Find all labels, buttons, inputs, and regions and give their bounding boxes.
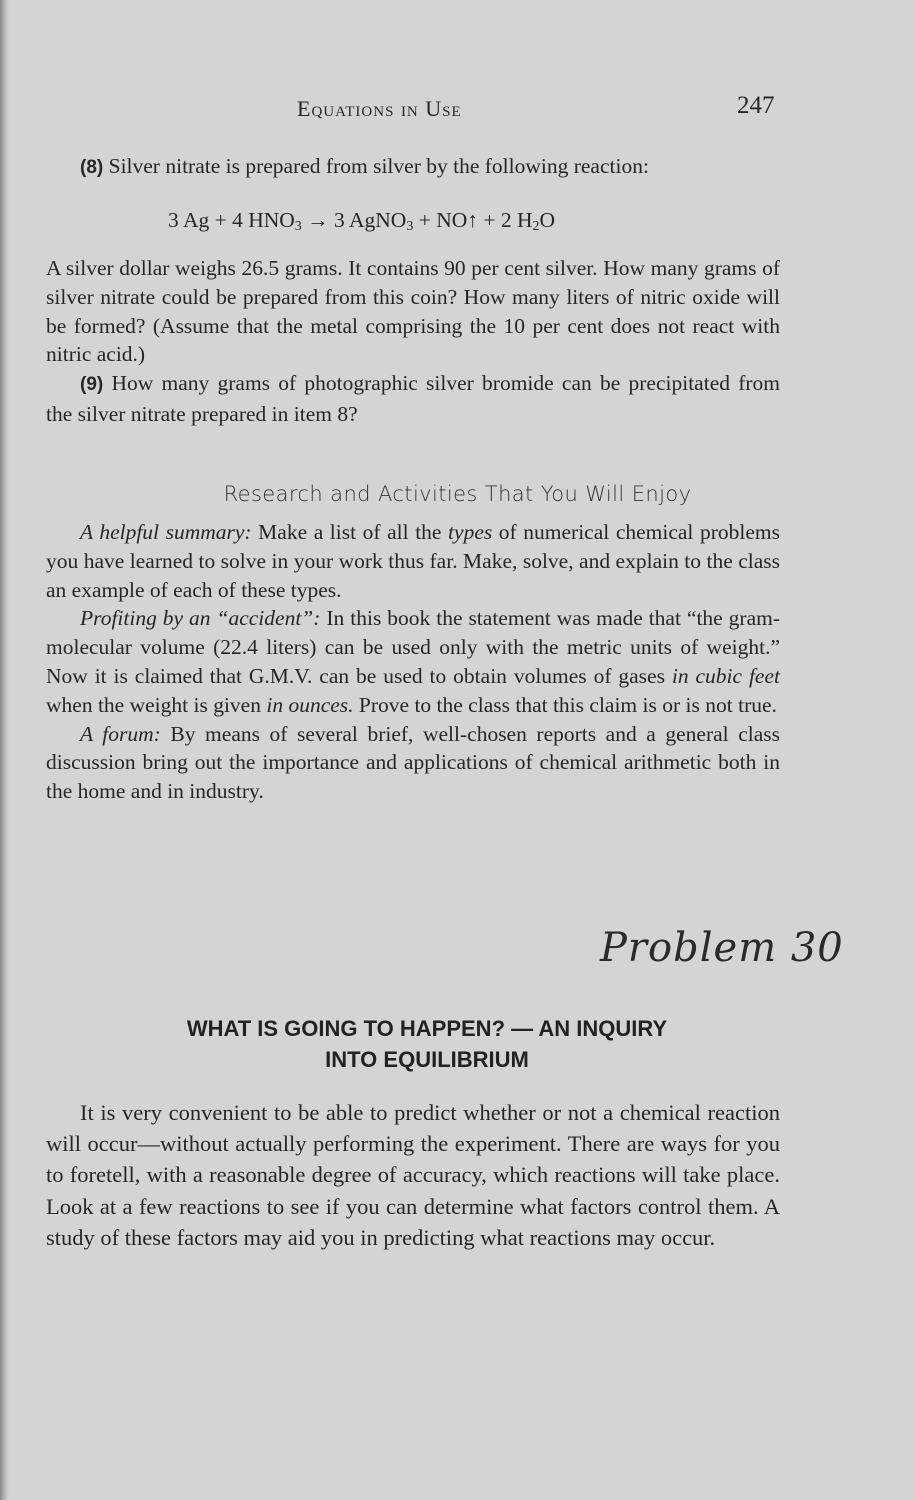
- page-binding-edge: [0, 0, 9, 1500]
- item-8-number: (8): [80, 157, 104, 178]
- page-header: [0, 92, 915, 132]
- item-8-body: [46, 254, 780, 429]
- forum-label: A forum:: [80, 721, 161, 746]
- page-number: 247: [737, 92, 775, 119]
- running-head: Equations in Use: [297, 96, 462, 121]
- item-9-text: How many grams of photographic silver bromide can be precipitated from the silver nitrate prepared in item 8?: [46, 371, 781, 426]
- accident-label: Profiting by an “accident”:: [80, 606, 321, 631]
- research-paragraph-summary: A helpful summary: Make a list of all the types of numerical chemical problems you have learned to solve in your work thus far. Make, solve, and explain to the class an example of each of these types.: [46, 520, 780, 602]
- chemical-equation: 3 Ag + 4 $HNO_3 \to 3$ AgNO$_3$ + NO↑ + 2 $H_2O$: [168, 208, 556, 234]
- item-8-intro-text: Silver nitrate is prepared from silver by the following reaction:: [108, 154, 649, 178]
- problem-intro-paragraph: It is very convenient to be able to predict whether or not a chemical reaction will occur—without actually performing the experiment. There are ways for you to foretell, with a reasonable degree of accuracy, which reactions will take place. Look at a few reactions to see if you can determine what factors control them. A study of these factors may aid you in predicting what reactions may occur.: [46, 1100, 780, 1250]
- problem-title-line-2: INTO EQUILIBRIUM: [325, 1047, 529, 1072]
- research-heading: Research and Activities That You Will Enjoy: [223, 482, 692, 506]
- item-9-number: (9): [80, 374, 104, 396]
- research-section: [46, 518, 780, 806]
- summary-label: A helpful summary:: [80, 520, 252, 544]
- problem-title: [60, 1013, 794, 1075]
- item-8-intro: [46, 152, 780, 183]
- item-8-question: A silver dollar weighs 26.5 grams. It contains 90 per cent silver. How many grams of silver nitrate could be prepared from this coin? How many liters of nitric oxide will be formed? (Assume that the metal comprising the 10 per cent does not react with nitric acid.): [46, 256, 780, 367]
- item-9: [46, 369, 780, 429]
- research-paragraph-accident: Profiting by an “accident”: In this book the statement was made that “the gram-molecular volume (22.4 liters) can be used only with the metric units of weight.” Now it is claimed that G.M.V. can be used to obtain volumes of gases in cubic feet when the weight is given in ounces. Prove to the class that this claim is or is not true.: [46, 606, 780, 717]
- research-paragraph-forum: A forum: By means of several brief, well-chosen reports and a general class discussion bring out the importance and applications of chemical arithmetic both in the home and in industry.: [46, 721, 781, 804]
- problem-intro: [46, 1097, 780, 1253]
- problem-label: Problem 30: [600, 925, 844, 971]
- problem-title-line-1: WHAT IS GOING TO HAPPEN? — AN INQUIRY: [186, 1016, 668, 1041]
